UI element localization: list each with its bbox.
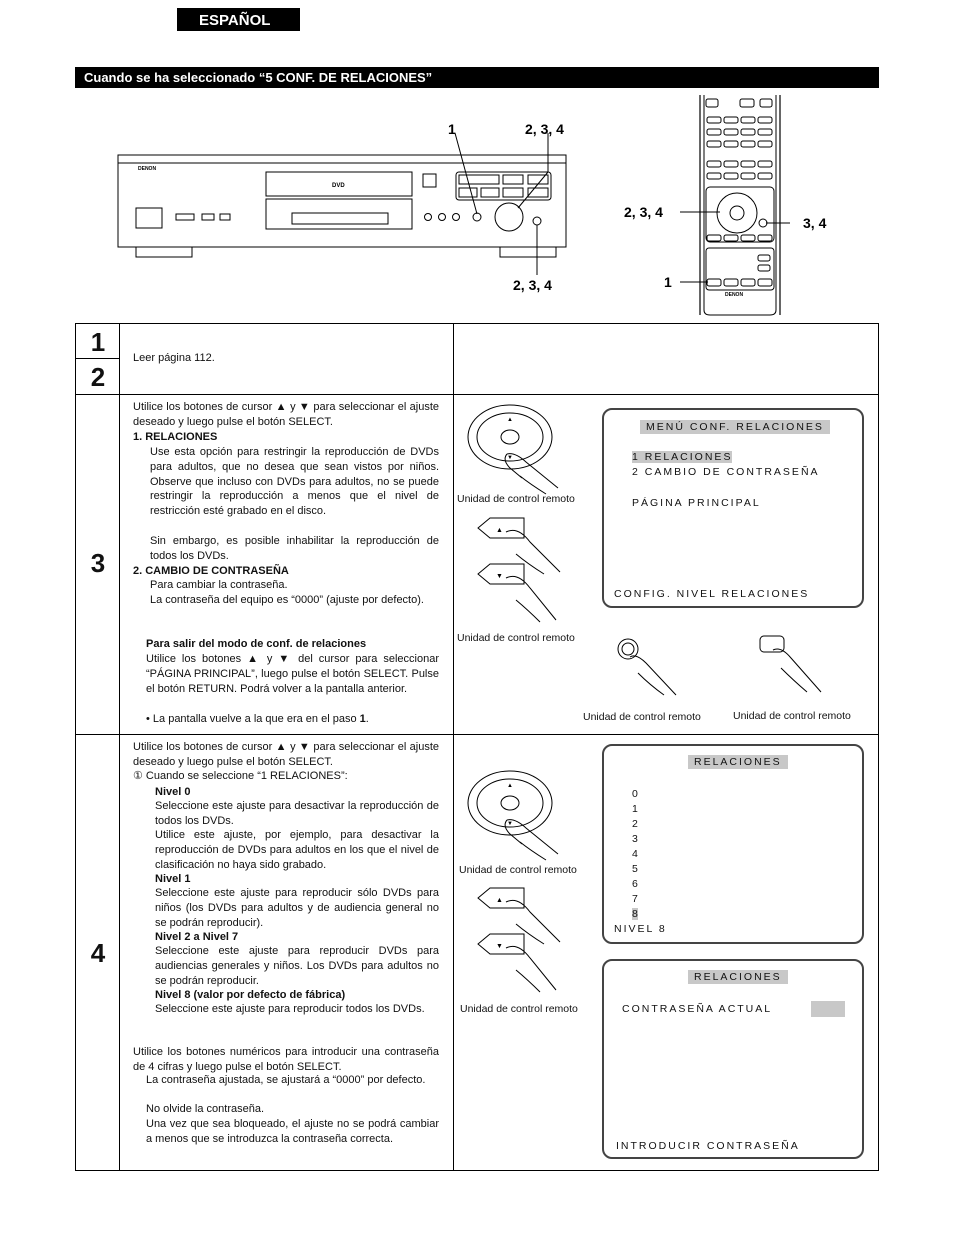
step3-item1-title: 1. RELACIONES xyxy=(133,431,218,443)
svg-text:▼: ▼ xyxy=(496,943,503,950)
level-list xyxy=(632,787,638,922)
step4-password-intro: Utilice los botones numéricos para introducir una contraseña de 4 cifras y luego pulse el botón SELECT. xyxy=(133,1046,439,1073)
remote-cursor-illustration-3 xyxy=(460,402,600,498)
step-number-1: 1 xyxy=(90,327,106,357)
svg-text:▲: ▲ xyxy=(496,897,503,904)
step4-level1-body: Seleccione este ajuste para reproducir sólo DVDs para niños (los DVDs para adultos y de audiencia general no se podrán reproducir). xyxy=(155,887,439,929)
caption-remote-4a: Unidad de control remoto xyxy=(459,864,577,876)
display-window xyxy=(292,213,388,224)
step3-item1-body: Use esta opción para restringir la reproducción de DVDs para adultos, que no desea que sean vistos por niños. Observe que incluso con DVDs para adultos, no se puede restringir la reproducción a menos que el nivel de restricción esté grabado en el disco. xyxy=(150,446,439,518)
step-number-2: 2 xyxy=(90,362,106,392)
step4-level0-body2: Utilice este ajuste, por ejemplo, para desactivar la reproducción de DVDs para adultos en los que el nivel de clasificación no haya sido grabado. xyxy=(155,829,439,871)
caption-remote-3b: Unidad de control remoto xyxy=(457,632,575,644)
language-tab: ESPAÑOL xyxy=(177,8,300,31)
step4-level27-title: Nivel 2 a Nivel 7 xyxy=(155,931,239,943)
step-number-4: 4 xyxy=(90,938,106,968)
caption-remote-4b: Unidad de control remoto xyxy=(460,1003,578,1015)
password-input-field[interactable] xyxy=(811,1001,845,1017)
step3-item2-title: 2. CAMBIO DE CONTRASEÑA xyxy=(133,565,289,577)
level-option[interactable]: 2 xyxy=(632,818,638,830)
callout-step234-player-bottom: 2, 3, 4 xyxy=(513,277,552,293)
svg-text:DVD: DVD xyxy=(332,183,345,189)
remote-setup-button xyxy=(707,279,721,286)
dvd-player-illustration xyxy=(110,110,570,290)
caption-remote-3c: Unidad de control remoto xyxy=(583,711,701,723)
remote-illustration xyxy=(680,95,790,317)
step4-level8-body: Seleccione este ajuste para reproducir todos los DVDs. xyxy=(155,1003,425,1015)
select-button-press-illustration xyxy=(616,635,696,705)
remote-arrow-buttons-3 xyxy=(470,512,580,630)
step4-level0-body: Seleccione este ajuste para desactivar la reproducción de todos los DVDs. xyxy=(155,800,439,827)
remote-select-button xyxy=(730,206,744,220)
step3-exit-bullet: • La pantalla vuelve a la que era en el paso 1. xyxy=(146,713,369,725)
power-button xyxy=(136,208,162,228)
remote-cursor-pad xyxy=(717,193,757,233)
step4-level1-title: Nivel 1 xyxy=(155,873,191,885)
step4-level27-body: Seleccione este ajuste para reproducir DVDs para audiencias generales y niños. Los DVDs para adultos no se podrán reproducir. xyxy=(155,945,439,987)
step4-level8-title: Nivel 8 (valor por defecto de fábrica) xyxy=(155,989,346,1001)
svg-text:▼: ▼ xyxy=(507,821,513,827)
step3-item1-body2: Sin embargo, es posible inhabilitar la reproducción de todos los DVDs. xyxy=(150,535,439,562)
step4-level0-title: Nivel 0 xyxy=(155,786,191,798)
step2-text: Leer página 112. xyxy=(133,352,215,364)
level-option[interactable]: 6 xyxy=(632,878,638,890)
osd-footer: INTRODUCIR CONTRASEÑA xyxy=(616,1140,800,1152)
step4-sub1: ① Cuando se seleccione “1 RELACIONES”: xyxy=(133,770,348,782)
step4-password-body3: Una vez que sea bloqueado, el ajuste no se podrá cambiar a menos que se introduzca la contraseña correcta. xyxy=(146,1118,439,1145)
callout-step234-remote: 2, 3, 4 xyxy=(624,204,663,220)
step3-exit-body: Utilice los botones ▲ y ▼ del cursor para seleccionar “PÁGINA PRINCIPAL”, luego pulse el botón SELECT. Pulse el botón RETURN. Podrá volver a la pantalla anterior. xyxy=(146,653,439,695)
step3-intro: Utilice los botones de cursor ▲ y ▼ para seleccionar el ajuste deseado y luego pulse el botón SELECT. xyxy=(133,401,439,428)
step-number-3: 3 xyxy=(90,548,106,578)
svg-text:▼: ▼ xyxy=(507,455,513,461)
step3-item2-body: Para cambiar la contraseña. xyxy=(150,579,288,591)
remote-brand: DENON xyxy=(725,292,744,298)
osd-option-change-password[interactable]: 2 CAMBIO DE CONTRASEÑA xyxy=(632,466,820,478)
osd-screen-ratings-levels xyxy=(602,744,864,944)
svg-text:▲: ▲ xyxy=(507,417,513,423)
osd-option-ratings[interactable]: 1 RELACIONES xyxy=(632,451,733,463)
osd-current-password-label: CONTRASEÑA ACTUAL xyxy=(622,1003,773,1015)
section-title: Cuando se ha seleccionado “5 CONF. DE RELACIONES” xyxy=(75,67,879,88)
step4-intro: Utilice los botones de cursor ▲ y ▼ para seleccionar el ajuste deseado y luego pulse el botón SELECT. xyxy=(133,741,439,768)
osd-footer: CONFIG. NIVEL RELACIONES xyxy=(614,588,810,600)
step4-password-body1: La contraseña ajustada, se ajustará a “0000” por defecto. xyxy=(146,1074,426,1086)
select-button-player xyxy=(473,213,481,221)
osd-screen-ratings-menu xyxy=(602,408,864,608)
osd-option-main-page[interactable]: PÁGINA PRINCIPAL xyxy=(632,497,761,509)
svg-text:▲: ▲ xyxy=(507,783,513,789)
level-option[interactable]: 1 xyxy=(632,803,638,815)
callout-step1-player: 1 xyxy=(448,121,456,137)
level-option[interactable]: 4 xyxy=(632,848,638,860)
osd-title: RELACIONES xyxy=(688,755,788,769)
callout-step1-remote: 1 xyxy=(664,274,672,290)
callout-line-1 xyxy=(455,133,477,214)
step3-item2-body2: La contraseña del equipo es “0000” (ajuste por defecto). xyxy=(150,594,424,606)
level-option[interactable]: 0 xyxy=(632,788,638,800)
step4-password-body2: No olvide la contraseña. xyxy=(146,1103,265,1115)
osd-footer: NIVEL 8 xyxy=(614,923,667,935)
level-option[interactable]: 7 xyxy=(632,893,638,905)
callout-step234-player-top: 2, 3, 4 xyxy=(525,121,564,137)
caption-remote-3d: Unidad de control remoto xyxy=(733,710,851,722)
caption-remote-3a: Unidad de control remoto xyxy=(457,493,575,505)
level-option[interactable]: 3 xyxy=(632,833,638,845)
remote-arrow-buttons-4 xyxy=(470,882,580,1000)
callout-step34-remote: 3, 4 xyxy=(803,215,827,231)
player-brand: DENON xyxy=(138,166,157,172)
remote-return-button xyxy=(759,219,767,227)
step3-exit-title: Para salir del modo de conf. de relaciones xyxy=(146,638,367,650)
osd-title: MENÚ CONF. RELACIONES xyxy=(640,420,830,434)
remote-body xyxy=(704,95,776,315)
svg-text:▲: ▲ xyxy=(496,527,503,534)
level-option[interactable]: 8 xyxy=(632,908,638,920)
osd-title: RELACIONES xyxy=(688,970,788,984)
level-option[interactable]: 5 xyxy=(632,863,638,875)
player-body xyxy=(118,155,566,247)
return-button-press-illustration xyxy=(755,632,835,704)
osd-screen-password xyxy=(602,959,864,1159)
svg-text:▼: ▼ xyxy=(496,573,503,580)
return-button-player xyxy=(533,217,541,225)
remote-cursor-illustration-4 xyxy=(460,768,600,864)
